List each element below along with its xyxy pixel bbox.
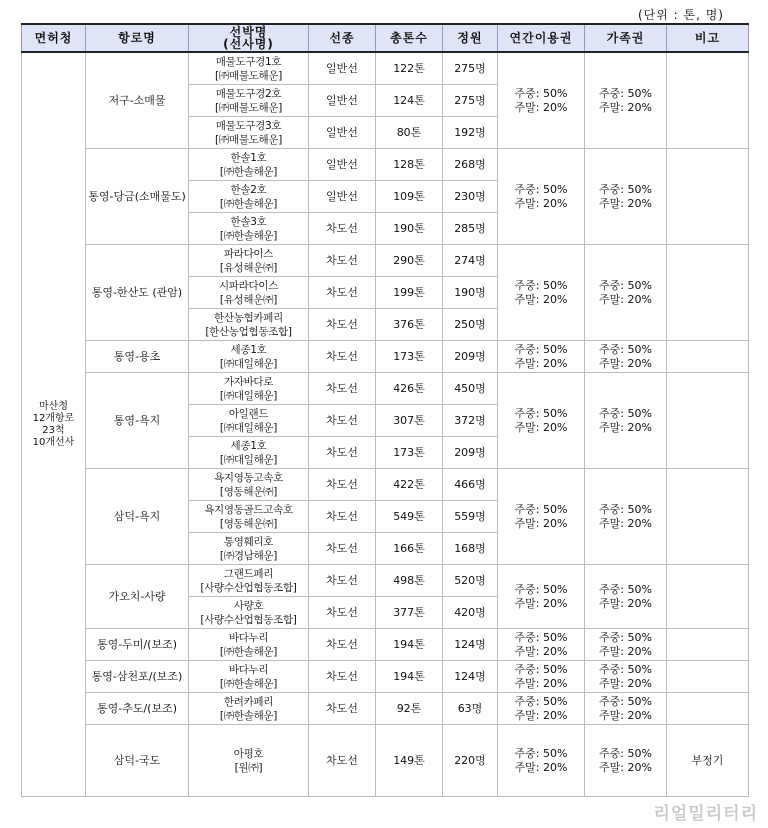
fare-weekday: 주중: 50% (599, 582, 652, 596)
ship-company: [㈜대일해운] (219, 389, 278, 402)
ship-name: 바다누리 (228, 631, 269, 644)
table-row (22, 341, 749, 373)
header-tonnage: 총톤수 (376, 24, 443, 52)
capacity: 168명 (443, 533, 498, 565)
table-row (22, 149, 749, 181)
fare-weekend: 주말: 20% (599, 100, 652, 114)
fare-weekend: 주말: 20% (514, 760, 568, 774)
tonnage: 422톤 (376, 469, 443, 501)
ship-type: 차도선 (309, 213, 376, 245)
unit-note: (단위 : 톤, 명) (637, 8, 724, 22)
ship-type: 차도선 (309, 469, 376, 501)
tonnage: 128톤 (376, 149, 443, 181)
capacity: 275명 (443, 52, 498, 85)
capacity: 285명 (443, 213, 498, 245)
annual-pass (498, 245, 585, 341)
ship-name: 한솔2호 (230, 183, 267, 196)
header-remarks: 비고 (667, 24, 749, 52)
remarks (667, 149, 749, 245)
fare-weekday: 주중: 50% (599, 86, 652, 100)
ship-company: [사량수산업협동조합] (200, 613, 297, 626)
fare-weekday: 주중: 50% (599, 182, 652, 196)
header-route: 항로명 (86, 24, 189, 52)
table-row (22, 725, 749, 797)
header-capacity: 정원 (443, 24, 498, 52)
capacity: 220명 (443, 725, 498, 797)
family-pass (585, 52, 667, 149)
capacity: 275명 (443, 85, 498, 117)
table-row (22, 469, 749, 501)
fare-weekend: 주말: 20% (514, 356, 568, 370)
fare-weekend: 주말: 20% (599, 760, 652, 774)
route-name: 삼덕-욕지 (86, 469, 189, 565)
tonnage: 426톤 (376, 373, 443, 405)
tonnage: 307톤 (376, 405, 443, 437)
ship-company: [영동해운㈜] (219, 485, 278, 498)
ship-type: 차도선 (309, 373, 376, 405)
fare-weekday: 주중: 50% (514, 86, 568, 100)
fare-weekday: 주중: 50% (599, 502, 652, 516)
tonnage: 190톤 (376, 213, 443, 245)
ship-cell (189, 629, 309, 661)
fare-weekend: 주말: 20% (514, 516, 568, 530)
ship-cell (189, 181, 309, 213)
capacity: 124명 (443, 629, 498, 661)
ship-name: 매물도구경1호 (215, 55, 282, 68)
fare-weekend: 주말: 20% (599, 644, 652, 658)
family-pass (585, 565, 667, 629)
capacity: 450명 (443, 373, 498, 405)
family-pass (585, 341, 667, 373)
header-family-pass: 가족권 (585, 24, 667, 52)
ship-name: 한솔1호 (230, 151, 267, 164)
ship-company: [원㈜] (234, 761, 263, 774)
route-name: 삼덕-국도 (86, 725, 189, 797)
header-row (22, 24, 749, 52)
fare-weekend: 주말: 20% (514, 196, 568, 210)
annual-pass (498, 565, 585, 629)
capacity: 124명 (443, 661, 498, 693)
ship-company: [㈜한솔해운] (219, 645, 278, 658)
annual-pass (498, 629, 585, 661)
ship-cell (189, 341, 309, 373)
ship-name: 바다누리 (228, 663, 269, 676)
ship-name: 욕지영동고속호 (214, 471, 283, 484)
header-office: 면허청 (22, 24, 86, 52)
ship-type: 일반선 (309, 181, 376, 213)
tonnage: 149톤 (376, 725, 443, 797)
fare-weekend: 주말: 20% (599, 596, 652, 610)
tonnage: 549톤 (376, 501, 443, 533)
ship-type: 차도선 (309, 245, 376, 277)
tonnage: 199톤 (376, 277, 443, 309)
capacity: 192명 (443, 117, 498, 149)
family-pass (585, 469, 667, 565)
ship-cell (189, 565, 309, 597)
annual-pass (498, 693, 585, 725)
ship-type: 차도선 (309, 341, 376, 373)
ship-name: 한솔3호 (230, 215, 267, 228)
capacity: 372명 (443, 405, 498, 437)
tonnage: 173톤 (376, 437, 443, 469)
header-ship-company: (선사명) (223, 37, 274, 51)
route-name: 통영-당금(소매물도) (86, 149, 189, 245)
ship-type: 일반선 (309, 85, 376, 117)
table-row (22, 661, 749, 693)
tonnage: 92톤 (376, 693, 443, 725)
table-row (22, 52, 749, 85)
ship-name: 통영훼리호 (223, 535, 274, 548)
remarks (667, 661, 749, 693)
ship-name: 그랜드페리 (223, 567, 274, 580)
fare-weekday: 주중: 50% (599, 746, 652, 760)
ship-name: 세종1호 (230, 343, 267, 356)
header-annual-pass: 연간이용권 (498, 24, 585, 52)
tonnage: 290톤 (376, 245, 443, 277)
fare-weekday: 주중: 50% (599, 406, 652, 420)
table-row (22, 629, 749, 661)
tonnage: 173톤 (376, 341, 443, 373)
fare-weekday: 주중: 50% (514, 582, 568, 596)
tonnage: 376톤 (376, 309, 443, 341)
fare-weekend: 주말: 20% (514, 596, 568, 610)
tonnage: 122톤 (376, 52, 443, 85)
remarks (667, 469, 749, 565)
capacity: 63명 (443, 693, 498, 725)
fare-weekend: 주말: 20% (599, 516, 652, 530)
ship-cell (189, 693, 309, 725)
ship-company: [㈜한솔해운] (219, 677, 278, 690)
ship-type: 차도선 (309, 597, 376, 629)
fare-weekend: 주말: 20% (599, 708, 652, 722)
remarks (667, 245, 749, 341)
table-body (22, 52, 749, 797)
route-name: 저구-소매물 (86, 52, 189, 149)
ship-cell (189, 309, 309, 341)
ship-company: [㈜대일해운] (219, 357, 278, 370)
annual-pass (498, 52, 585, 149)
fare-weekday: 주중: 50% (514, 694, 568, 708)
ship-company: [㈜한솔해운] (219, 229, 278, 242)
ship-cell (189, 117, 309, 149)
ship-company: [유성해운㈜] (219, 293, 278, 306)
capacity: 520명 (443, 565, 498, 597)
annual-pass (498, 373, 585, 469)
ship-type: 차도선 (309, 277, 376, 309)
ship-company: [㈜한솔해운] (219, 709, 278, 722)
ship-cell (189, 245, 309, 277)
tonnage: 80톤 (376, 117, 443, 149)
office-ships: 23척 (42, 424, 65, 436)
ship-company: [㈜매물도해운] (214, 69, 282, 82)
ship-type: 차도선 (309, 661, 376, 693)
route-name: 통영-용초 (86, 341, 189, 373)
fare-weekday: 주중: 50% (599, 630, 652, 644)
tonnage: 194톤 (376, 629, 443, 661)
tonnage: 109톤 (376, 181, 443, 213)
annual-pass (498, 149, 585, 245)
ship-company: [사량수산업협동조합] (200, 581, 297, 594)
fare-weekend: 주말: 20% (514, 420, 568, 434)
table-row (22, 565, 749, 597)
route-name: 가오치-사량 (86, 565, 189, 629)
header-ship-name: 선박명 (229, 25, 268, 39)
ship-company: [㈜경남해운] (219, 549, 278, 562)
watermark: 리얼밀리터리 (653, 804, 758, 824)
family-pass (585, 373, 667, 469)
ship-company: [영동해운㈜] (219, 517, 278, 530)
remarks: 부정기 (667, 725, 749, 797)
ship-cell (189, 405, 309, 437)
capacity: 466명 (443, 469, 498, 501)
ship-company: [㈜대일해운] (219, 421, 278, 434)
capacity: 559명 (443, 501, 498, 533)
fare-weekend: 주말: 20% (599, 420, 652, 434)
ferry-route-table (21, 23, 749, 797)
route-name: 통영-추도/(보조) (86, 693, 189, 725)
fare-weekend: 주말: 20% (514, 676, 568, 690)
ship-name: 세종1호 (230, 439, 267, 452)
fare-weekend: 주말: 20% (514, 644, 568, 658)
capacity: 420명 (443, 597, 498, 629)
ship-type: 차도선 (309, 565, 376, 597)
remarks (667, 341, 749, 373)
tonnage: 166톤 (376, 533, 443, 565)
remarks (667, 373, 749, 469)
ship-cell (189, 501, 309, 533)
ship-type: 차도선 (309, 693, 376, 725)
route-name: 통영-두미/(보조) (86, 629, 189, 661)
capacity: 209명 (443, 437, 498, 469)
capacity: 250명 (443, 309, 498, 341)
ship-type: 일반선 (309, 52, 376, 85)
ship-type: 차도선 (309, 725, 376, 797)
capacity: 274명 (443, 245, 498, 277)
ship-cell (189, 725, 309, 797)
ship-company: [한산농업협동조합] (205, 325, 292, 338)
ship-cell (189, 533, 309, 565)
ship-name: 한산농협카페리 (214, 311, 283, 324)
ship-cell (189, 661, 309, 693)
remarks (667, 52, 749, 149)
header-ship (189, 24, 309, 52)
fare-weekday: 주중: 50% (514, 630, 568, 644)
ship-type: 일반선 (309, 149, 376, 181)
ship-name: 시파라다이스 (218, 279, 279, 292)
route-name: 통영-욕지 (86, 373, 189, 469)
table-row (22, 245, 749, 277)
fare-weekday: 주중: 50% (514, 406, 568, 420)
ship-type: 차도선 (309, 629, 376, 661)
fare-weekday: 주중: 50% (599, 694, 652, 708)
annual-pass (498, 725, 585, 797)
fare-weekend: 주말: 20% (599, 676, 652, 690)
route-name: 통영-삼천포/(보조) (86, 661, 189, 693)
tonnage: 194톤 (376, 661, 443, 693)
capacity: 209명 (443, 341, 498, 373)
office-name: 마산청 (39, 400, 68, 412)
remarks (667, 565, 749, 629)
ship-cell (189, 213, 309, 245)
ship-cell (189, 149, 309, 181)
fare-weekday: 주중: 50% (599, 278, 652, 292)
ship-company: [㈜매물도해운] (214, 101, 282, 114)
ship-cell (189, 469, 309, 501)
fare-weekday: 주중: 50% (514, 278, 568, 292)
office-cell (22, 52, 86, 797)
annual-pass (498, 469, 585, 565)
family-pass (585, 149, 667, 245)
ship-company: [㈜한솔해운] (219, 165, 278, 178)
ship-company: [㈜매물도해운] (214, 133, 282, 146)
tonnage: 377톤 (376, 597, 443, 629)
fare-weekday: 주중: 50% (514, 502, 568, 516)
remarks (667, 693, 749, 725)
route-name: 통영-한산도 (관암) (86, 245, 189, 341)
table-row (22, 693, 749, 725)
ship-name: 파라다이스 (223, 247, 274, 260)
ship-type: 차도선 (309, 501, 376, 533)
table-row (22, 373, 749, 405)
fare-weekday: 주중: 50% (514, 662, 568, 676)
capacity: 230명 (443, 181, 498, 213)
fare-weekday: 주중: 50% (514, 342, 568, 356)
ship-cell (189, 597, 309, 629)
ship-type: 차도선 (309, 405, 376, 437)
family-pass (585, 661, 667, 693)
annual-pass (498, 661, 585, 693)
fare-weekend: 주말: 20% (599, 196, 652, 210)
fare-weekday: 주중: 50% (514, 182, 568, 196)
annual-pass (498, 341, 585, 373)
ship-name: 매물도구경3호 (215, 119, 282, 132)
fare-weekend: 주말: 20% (599, 356, 652, 370)
ship-name: 사량호 (233, 599, 264, 612)
ship-type: 차도선 (309, 309, 376, 341)
ship-type: 일반선 (309, 117, 376, 149)
ship-name: 한려카페리 (223, 695, 274, 708)
office-companies: 10개선사 (32, 436, 75, 448)
ship-cell (189, 85, 309, 117)
fare-weekend: 주말: 20% (599, 292, 652, 306)
tonnage: 124톤 (376, 85, 443, 117)
capacity: 190명 (443, 277, 498, 309)
fare-weekday: 주중: 50% (514, 746, 568, 760)
ship-name: 아일랜드 (228, 407, 269, 420)
office-routes: 12개항로 (32, 412, 75, 424)
fare-weekend: 주말: 20% (514, 292, 568, 306)
ship-cell (189, 437, 309, 469)
ship-name: 매물도구경2호 (215, 87, 282, 100)
family-pass (585, 245, 667, 341)
fare-weekend: 주말: 20% (514, 100, 568, 114)
fare-weekend: 주말: 20% (514, 708, 568, 722)
ship-company: [유성해운㈜] (219, 261, 278, 274)
ship-cell (189, 52, 309, 85)
ship-company: [㈜한솔해운] (219, 197, 278, 210)
family-pass (585, 693, 667, 725)
tonnage: 498톤 (376, 565, 443, 597)
ship-name: 욕지영동골드고속호 (204, 503, 293, 516)
fare-weekday: 주중: 50% (599, 662, 652, 676)
ship-name: 아평호 (233, 747, 264, 760)
ship-name: 가자바다로 (223, 375, 274, 388)
capacity: 268명 (443, 149, 498, 181)
ship-cell (189, 373, 309, 405)
header-ship-type: 선종 (309, 24, 376, 52)
ship-company: [㈜대일해운] (219, 453, 278, 466)
ship-cell (189, 277, 309, 309)
remarks (667, 629, 749, 661)
family-pass (585, 629, 667, 661)
fare-weekday: 주중: 50% (599, 342, 652, 356)
family-pass (585, 725, 667, 797)
ship-type: 차도선 (309, 437, 376, 469)
ship-type: 차도선 (309, 533, 376, 565)
